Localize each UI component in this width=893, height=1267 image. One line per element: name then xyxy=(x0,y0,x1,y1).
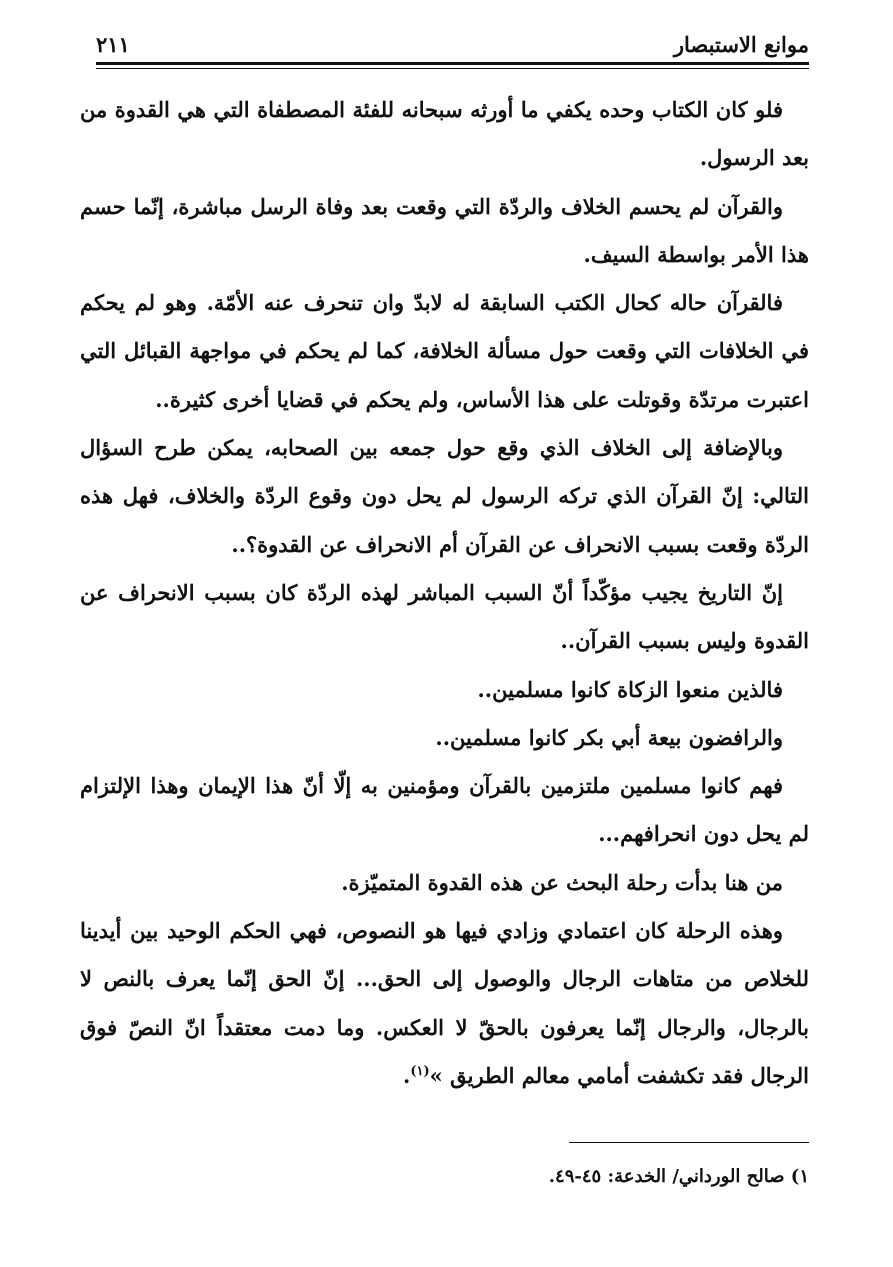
header-rule-thick xyxy=(96,62,809,65)
paragraph: والقرآن لم يحسم الخلاف والردّة التي وقعت بعد وفاة الرسل مباشرة، إنّما حسم هذا الأمر بواسطة السيف. xyxy=(80,193,809,267)
footnote: ١) صالح الورداني/ الخدعة: ٤٥-٤٩. xyxy=(548,1166,809,1187)
paragraph: فالذين منعوا الزكاة كانوا مسلمين.. xyxy=(477,676,783,702)
paragraph: والرافضون بيعة أبي بكر كانوا مسلمين.. xyxy=(435,724,783,750)
footnote-marker[interactable]: (١) xyxy=(410,1063,430,1079)
header-rule-thin xyxy=(96,68,809,69)
running-title: موانع الاستبصار xyxy=(673,32,809,57)
page-number: ٢١١ xyxy=(96,32,130,57)
paragraph: فهم كانوا مسلمين ملتزمين بالقرآن ومؤمنين به إلّا أنّ هذا الإيمان وهذا الإلتزام لم يحل دون انحرافهم... xyxy=(80,773,809,847)
paragraph: إنّ التاريخ يجيب مؤكّداً أنّ السبب المباشر لهذه الردّة كان بسبب الانحراف عن القدوة وليس بسبب القرآن.. xyxy=(80,579,809,654)
paragraph: وبالإضافة إلى الخلاف الذي وقع حول جمعه بين الصحابه، يمكن طرح السؤال التالي: إنّ القرآن الذي تركه الرسول لم يحل دون وقوع الردّة والخلاف، فهل هذه الردّة وقعت بسبب الانحراف عن القرآن أم الانحراف عن القدوة؟.. xyxy=(80,435,810,557)
footnote-separator xyxy=(569,1142,809,1143)
running-header xyxy=(96,30,809,64)
body-text xyxy=(80,86,809,1100)
paragraph: فالقرآن حاله كحال الكتب السابقة له لابدّ وان تنحرف عنه الأمّة. وهو لم يحكم في الخلافات التي وقعت حول مسألة الخلافة، كما لم يحكم في مواجهة القبائل التي اعتبرت مرتدّة وقوتلت على هذا الأساس، ولم يحكم في قضايا أخرى كثيرة.. xyxy=(80,290,809,412)
paragraph: فلو كان الكتاب وحده يكفي ما أورثه سبحانه للفئة المصطفاة التي هي القدوة من بعد الرسول. xyxy=(80,97,809,171)
paragraph: من هنا بدأت رحلة البحث عن هذه القدوة المتميّزة. xyxy=(341,869,783,895)
paragraph-text: وهذه الرحلة كان اعتمادي وزادي فيها هو النصوص، فهي الحكم الوحيد بين أيدينا للخلاص من متاهات الرجال والوصول إلى الحق... إنّ الحق إنّما يعرف بالنص لا بالرجال، والرجال إنّما يعرفون بالحقّ لا العكس. وما دمت معتقداً انّ النصّ فوق الرجال فقد تكشفت أمامي معالم الطريق » xyxy=(80,918,809,1088)
paragraph-with-footnote-ref: وهذه الرحلة كان اعتمادي وزادي فيها هو النصوص، فهي الحكم الوحيد بين أيدينا للخلاص من متاهات الرجال والوصول إلى الحق... إنّ الحق إنّما يعرف بالنص لا بالرجال، والرجال إنّما يعرفون بالحقّ لا العكس. وما دمت معتقداً انّ النصّ فوق الرجال فقد تكشفت أمامي معالم الطريق »$^{(١)}$. xyxy=(80,918,809,1088)
